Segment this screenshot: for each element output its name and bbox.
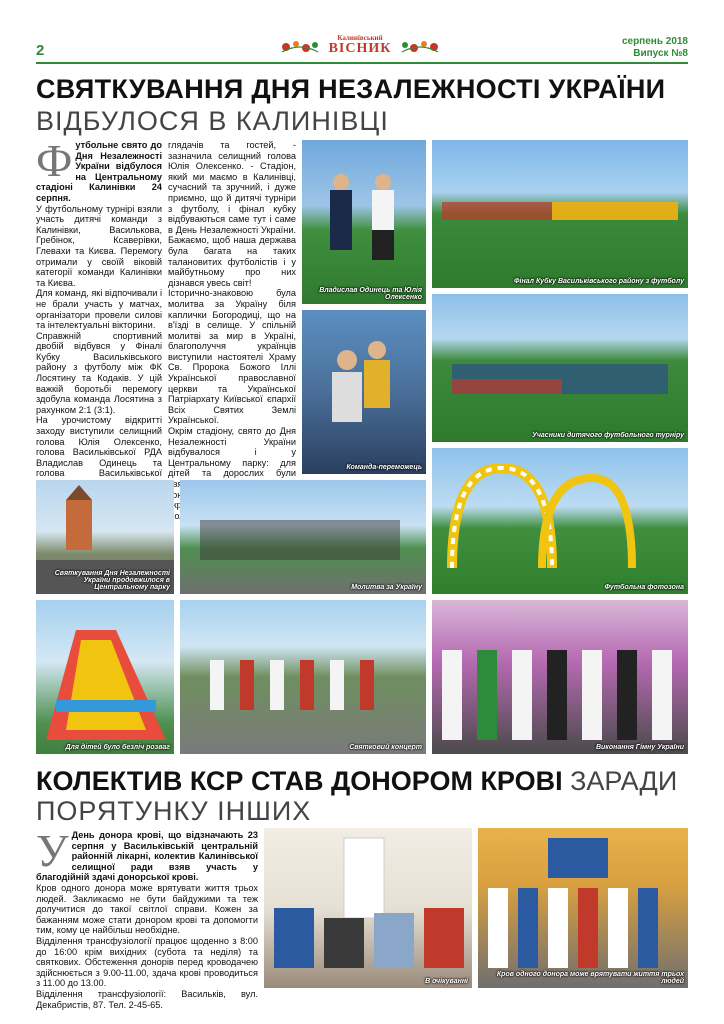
logo-big-text: ВІСНИК — [328, 41, 392, 56]
photo-caption: Святкування Дня Незалежності України продовжилося в Центральному парку — [54, 570, 170, 591]
lead-text: утбольне свято до Дня Незалежності України відбулося на Центральному стадіоні Калинівки 24 серпня. — [36, 140, 162, 203]
paragraph: глядачів та гостей, - зазначила селищний голова Юлія Олексенко. - Стадіон, який ми маємо в Калинівці, сучасний та зручний, і дуже приємно, що й дитячі турніри з футболу, і фінал кубку відбуваються саме тут і саме в День Незалежності України. Бажаємо, щоб наша держава була багата на таких талановитих футболістів і у майбутньому про них дізнався увесь світ! — [168, 140, 296, 288]
lead-text: День донора крові, що відзначають 23 серпня у Васильківській центральній районній лікарні, колектив Калинівської селищної ради взяв участь у благодійній здачі донорської крові. — [36, 830, 258, 883]
photo-inflatable-slide — [36, 600, 174, 754]
article2-title-light: ЗАРАДИ — [570, 766, 678, 796]
people-silhouette-icon — [302, 310, 426, 474]
photo-football-photozone — [432, 448, 688, 594]
logo-small-text: Калинівський — [337, 34, 383, 42]
crowd-icon — [180, 480, 426, 594]
photo-caption: Кров одного донора може врятувати життя трьох людей — [496, 971, 684, 985]
paragraph: Справжній спортивний двобій відбувся у Фіналі Кубку Васильківського району з футболу між ФК Лосятину та Кодаків. У цій важкій боротьбі перемогу здобула команда Лосятина з рахунком 2:1 (3:1). — [36, 330, 162, 415]
photo-waiting — [264, 828, 472, 988]
people-seated-icon — [264, 828, 472, 988]
paragraph: Історично-знаковою була молитва за Україну біля каплички Богородиці, що на в'їзді в селище. У спільній молитві за мир в Україні, благополуччя українців виступили настоятелі Храму Св. Пророка Божого Іллі Української православної церкви та Української Патріархату Київської єпархії Всіх Святих Землі Української. — [168, 288, 296, 426]
balloon-arch-icon — [432, 448, 688, 594]
inflatable-slide-icon — [36, 600, 174, 754]
photo-caption: Футбольна фотозона — [604, 584, 684, 591]
issue-info — [622, 36, 688, 60]
page-number: 2 — [36, 42, 45, 59]
paragraph: Кров одного донора може врятувати життя трьох людей. Закликаємо не бути байдужими та теж долучитися до такої світлої справи. Кожен за бажанням може стати донором крові та допомогти тим, кому це найбільш необхідне. — [36, 882, 258, 936]
paragraph: Відділення трансфузіології: Васильків, вул. Декабристів, 87. Тел. 2-45-65. — [36, 988, 258, 1010]
photo-donors-group — [478, 828, 688, 988]
photo-caption: Фінал Кубку Васильківського району з футболу — [514, 278, 684, 285]
photo-caption: Святковий концерт — [349, 744, 422, 751]
article1-column1 — [36, 135, 162, 480]
paragraph: Відділення трансфузіології працює щоденно з 8:00 до 16:00 крім вихідних (субота та неділя) та святкових. Обстеження донорів перед кроводачею здійснюється з 9.00-11.00, здача крові проводиться з 11.00 до 13.00. — [36, 935, 258, 989]
article1-column2 — [168, 140, 296, 480]
photo-central-park — [36, 480, 174, 594]
header-divider — [36, 62, 688, 64]
photo-caption: Виконання Гімну України — [595, 744, 684, 751]
article2-text — [36, 825, 258, 1010]
photo-winning-team — [302, 310, 426, 474]
article1-title: СВЯТКУВАННЯ ДНЯ НЕЗАЛЕЖНОСТІ УКРАЇНИ — [36, 74, 666, 104]
choir-icon — [432, 600, 688, 754]
photo-caption: Молитва за Україну — [351, 584, 422, 591]
dropcap: Ф — [36, 135, 73, 186]
team-lineup-icon — [432, 140, 688, 288]
photo-cup-final — [432, 140, 688, 288]
paragraph: На урочистому відкритті заходу виступили селищний голова Юлія Олексенко, голова Васильківської РДА Владислав Одинець та голова Васильківської — [36, 415, 162, 479]
paragraph: Для команд, які відпочивали і не брали участь у матчах, організатори провели силові та інтелектуальні вікторини. — [36, 288, 162, 331]
photo-anthem — [432, 600, 688, 754]
floral-ornament-icon — [400, 38, 440, 56]
group-photo-icon — [478, 828, 688, 988]
photo-tournament-participants — [432, 294, 688, 442]
crowd-icon — [432, 294, 688, 442]
photo-caption: В очікуванні — [425, 978, 468, 985]
photo-caption: Команда-переможець — [346, 464, 422, 471]
people-silhouette-icon — [302, 140, 426, 304]
issue-number: Випуск №8 — [633, 48, 688, 59]
article2-subtitle: ПОРЯТУНКУ ІНШИХ — [36, 796, 312, 826]
photo-officials — [302, 140, 426, 304]
photo-festive-concert — [180, 600, 426, 754]
newspaper-logo — [280, 34, 440, 60]
issue-date: серпень 2018 — [621, 36, 688, 47]
article1-subtitle: ВІДБУЛОСЯ В КАЛИНІВЦІ — [36, 106, 389, 136]
paragraph: Окрім стадіону, свято до Дня Незалежності України відбувалося і у Центральному парку: для дітей та дорослих були — [168, 426, 296, 479]
photo-prayer — [180, 480, 426, 594]
photo-caption: Для дітей було безліч розваг — [65, 744, 170, 751]
dancers-icon — [180, 600, 426, 754]
floral-ornament-icon — [280, 38, 320, 56]
photo-caption: Владислав Одинець та Юлія Олексенко — [319, 287, 422, 301]
article2-title — [36, 766, 677, 797]
article2-title-bold: КОЛЕКТИВ КСР СТАВ ДОНОРОМ КРОВІ — [36, 766, 563, 796]
dropcap: У — [36, 825, 69, 876]
photo-caption: Учасники дитячого футбольного турніру — [532, 432, 684, 439]
paragraph: У футбольному турнірі взяли участь дитячі команди з Калинівки, Василькова, Гребінок, Ксаверівки, Глевахи та Києва. Перемогу отримали у своїй віковій категорії команди Калинівки та Києва. — [36, 203, 162, 288]
